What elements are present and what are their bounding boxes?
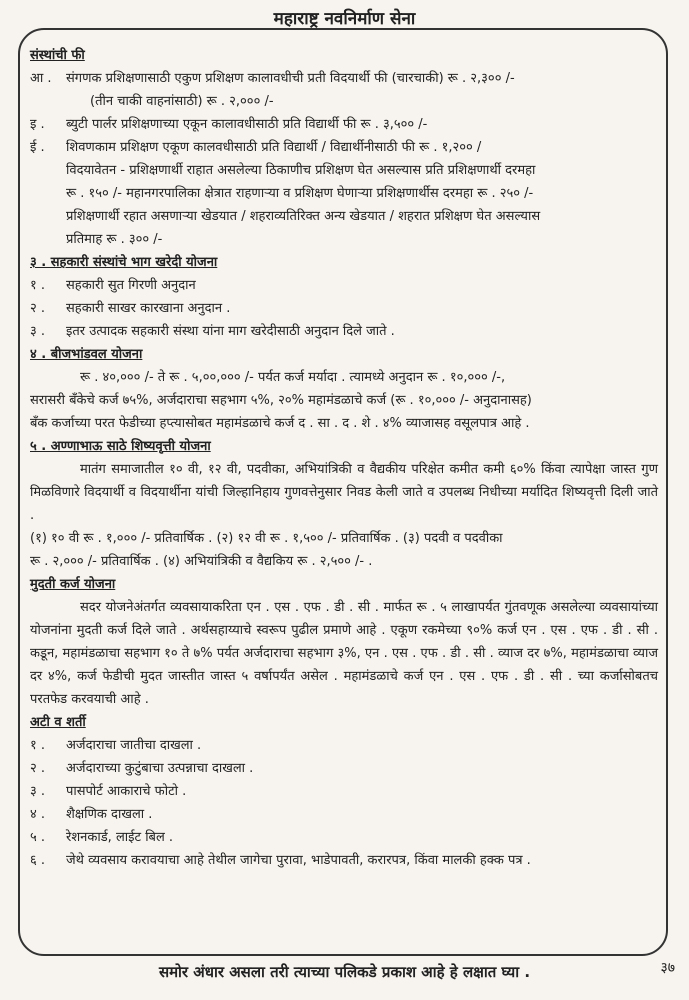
scholarship-heading: ५ . अण्णाभाऊ साठे शिष्यवृत्ती योजना [30, 439, 211, 454]
fee-ii-marker: ई . [30, 140, 45, 155]
seed-line3: बँक कर्जाच्या परत फेडीच्या हप्त्यासोबत महामंडळाचे कर्ज द . सा . द . शे . ४% व्याजासह वसूलपात्र आहे . [30, 416, 530, 431]
fee-item-i [30, 113, 658, 136]
condition-marker: २ . [30, 761, 46, 776]
stipend-line1: विदयावेतन - प्रशिक्षणार्थी राहात असलेल्या ठिकाणीच प्रशिक्षण घेत असल्यास प्रति प्रशिक्षणार्थी दरमहा [66, 163, 536, 178]
fee-item-a [30, 67, 658, 90]
coop-item-text: सहकारी साखर कारखाना अनुदान . [66, 301, 231, 316]
condition-item [30, 780, 658, 803]
coop-item-marker: १ . [30, 278, 46, 293]
term-loan-paragraph: सदर योजनेअंतर्गत व्यवसायाकरिता एन . एस . एफ . डी . सी . मार्फत रू . ५ लाखापर्यत गुंतवणूक असलेल्या व्यवसायांच्या योजनांना मुदती कर्ज दिले जाते . अर्थसहाय्याचे स्वरूप पुढील प्रमाणे आहे . एकूण रकमेच्या ९०% कर्ज एन . एस . एफ . डी . सी . कडून, महामंडळाचा सहभाग १० ते ७% पर्यत अर्जदाराचा सहभाग ३%, एन . एस . एफ . डी . सी . व्याज दर ७%, महामंडळाचा व्याज दर ४%, कर्ज फेडीची मुदत जास्तीत जास्त ५ वर्षापर्यंत असेल . महामंडळाचे कर्ज एन . एस . एफ . डी . सी . च्या कर्जासोबतच परतफेड करवयाची आहे . [30, 600, 658, 707]
condition-marker: ३ . [30, 784, 46, 799]
fee-i-marker: इ . [30, 117, 45, 132]
stipend-line2: रू . १५० /- महानगरपालिका क्षेत्रात राहणाऱ्या व प्रशिक्षण घेणाऱ्या प्रशिक्षणार्थीस दरमहा रू . २५० /- [66, 186, 534, 201]
condition-text: रेशनकार्ड, लाईट बिल . [66, 830, 174, 845]
fee-a-marker: आ . [30, 71, 52, 86]
condition-item [30, 849, 658, 872]
coop-item [30, 274, 658, 297]
fee-a-line2: (तीन चाकी वाहनांसाठी) रू . २,००० /- [90, 94, 274, 109]
seed-line1: रू . ४०,००० /- ते रू . ५,००,००० /- पर्यत कर्ज मर्यादा . त्यामध्ये अनुदान रू . १०,००० /-, [80, 370, 506, 385]
condition-text: शैक्षणिक दाखला . [66, 807, 153, 822]
condition-item [30, 757, 658, 780]
coop-item [30, 297, 658, 320]
fee-ii-text: शिवणकाम प्रशिक्षण एकूण कालवधीसाठी प्रति विद्यार्थी / विद्यार्थीनीसाठी फी रू . १,२०० / [66, 140, 482, 155]
document-body [30, 44, 658, 872]
coop-item-text: सहकारी सुत गिरणी अनुदान [66, 278, 196, 293]
scholarship-rates-line1: (१) १० वी रू . १,००० /- प्रतिवार्षिक . (२) १२ वी रू . १,५०० /- प्रतिवार्षिक . (३) पदवी व पदवीका [30, 531, 503, 546]
stipend-line3: प्रशिक्षणार्थी रहात असणाऱ्या खेडयात / शहराव्यतिरिक्त अन्य खेडयात / शहरात प्रशिक्षण घेत असल्यास [66, 209, 541, 224]
condition-item [30, 734, 658, 757]
stipend-line4: प्रतिमाह रू . ३०० /- [66, 232, 163, 247]
coop-item-text: इतर उत्पादक सहकारी संस्था यांना माग खरेदीसाठी अनुदान दिले जाते . [66, 324, 395, 339]
seed-line2: सरासरी बँकेचे कर्ज ७५%, अर्जदाराचा सहभाग ५%, २०% महामंडळाचे कर्ज (रू . १०,००० /- अनुदानासह) [30, 393, 532, 408]
coop-item-marker: २ . [30, 301, 46, 316]
fee-a-text: संगणक प्रशिक्षणासाठी एकुण प्रशिक्षण कालावधीची प्रती विदयार्थी फी (चारचाकी) रू . २,३०० /- [66, 71, 515, 86]
page-header: महाराष्ट्र नवनिर्माण सेना [273, 9, 416, 29]
condition-text: पासपोर्ट आकाराचे फोटो . [66, 784, 187, 799]
condition-marker: ६ . [30, 853, 46, 868]
condition-text: जेथे व्यवसाय करावयाचा आहे तेथील जागेचा पुरावा, भाडेपावती, करारपत्र, किंवा मालकी हक्क पत्र . [66, 853, 531, 868]
condition-marker: ४ . [30, 807, 46, 822]
page-number: ३७ [660, 960, 675, 976]
condition-item [30, 826, 658, 849]
condition-marker: १ . [30, 738, 46, 753]
condition-text: अर्जदाराचा जातीचा दाखला . [66, 738, 202, 753]
condition-marker: ५ . [30, 830, 46, 845]
fee-i-text: ब्युटी पार्लर प्रशिक्षणाच्या एकून कालावधीसाठी प्रति विद्यार्थी फी रू . ३,५०० /- [66, 117, 428, 132]
footer-quote: समोर अंधार असला तरी त्याच्या पलिकडे प्रकाश आहे हे लक्षात घ्या . [158, 963, 531, 981]
scholarship-rates-line2: रू . २,००० /- प्रतिवार्षिक . (४) अभियांत्रिकी व वैद्यकिय रू . २,५०० /- . [30, 554, 373, 569]
fee-item-ii [30, 136, 658, 159]
condition-item [30, 803, 658, 826]
condition-text: अर्जदाराच्या कुटुंबाचा उत्पन्नाचा दाखला . [66, 761, 254, 776]
coop-item-marker: ३ . [30, 324, 46, 339]
seed-heading: ४ . बीजभांडवल योजना [30, 347, 143, 362]
conditions-heading: अटी व शर्ती [30, 715, 86, 730]
coop-heading: ३ . सहकारी संस्थांचे भाग खरेदी योजना [30, 255, 218, 270]
scholarship-paragraph: मातंग समाजातील १० वी, १२ वी, पदवीका, अभियांत्रिकी व वैद्यकीय परिक्षेत कमीत कमी ६०% किंवा त्यापेक्षा जास्त गुण मिळविणारे विदयार्थी व विदयार्थीना यांची जिल्हानिहाय गुणवत्तेनुसार निवड केली जाते व उपलब्ध निधीच्या मर्यादित शिष्यवृत्ती दिली जाते . [30, 462, 658, 523]
term-loan-heading: मुदती कर्ज योजना [30, 577, 116, 592]
coop-item [30, 320, 658, 343]
fees-heading: संस्थांची फी [30, 48, 85, 63]
